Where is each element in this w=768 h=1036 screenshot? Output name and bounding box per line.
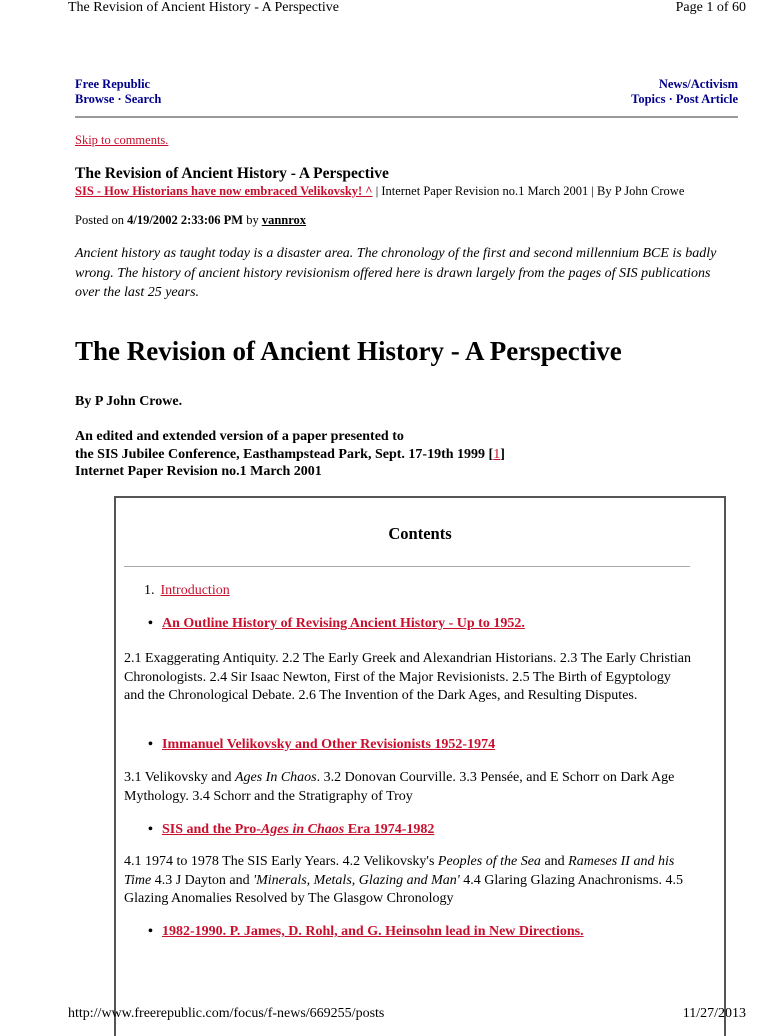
bullet-icon: • (148, 822, 153, 837)
free-republic-link[interactable]: Free Republic (75, 77, 151, 91)
article-edition-note (75, 428, 505, 481)
nav-separator: · (668, 91, 673, 106)
source-link[interactable]: SIS - How Historians have now embraced Velikovsky! ^ (75, 184, 373, 198)
post-title: The Revision of Ancient History - A Perspective (75, 165, 389, 182)
section-2-link[interactable]: An Outline History of Revising Ancient History - Up to 1952. (162, 616, 525, 631)
nav-separator: · (117, 91, 122, 106)
toc-item-introduction (144, 583, 230, 599)
edition-line-2: the SIS Jubilee Conference, Easthampstead Park, Sept. 17-19th 1999 [1] (75, 446, 505, 462)
toc-number: 1. (144, 583, 155, 598)
pdf-footer-url: http://www.freerepublic.com/focus/f-news/669255/posts (68, 1006, 385, 1021)
nav-right (631, 77, 738, 106)
contents-box (114, 496, 726, 1036)
section-3-description: 3.1 Velikovsky and Ages In Chaos. 3.2 Donovan Courville. 3.3 Pensée, and E Schorr on Dark Age Mythology. 3.4 Schorr and the Stratigraphy of Troy (124, 770, 675, 804)
news-activism-link[interactable]: News/Activism (658, 77, 738, 91)
introduction-link[interactable]: Introduction (160, 583, 230, 598)
toc-item-section-3 (148, 737, 495, 753)
posted-by-label: by (243, 213, 262, 227)
posted-date: 4/19/2002 2:33:06 PM (127, 213, 244, 227)
post-article-link[interactable]: Post Article (675, 91, 738, 106)
edition-line-1: An edited and extended version of a paper presented to (75, 429, 404, 444)
toc-item-section-4 (148, 822, 434, 838)
section-4-link[interactable]: SIS and the Pro-Ages in Chaos Era 1974-1982 (162, 822, 435, 837)
edition-line-3: Internet Paper Revision no.1 March 2001 (75, 464, 322, 479)
toc-item-section-5 (148, 924, 584, 940)
section-5-link[interactable]: 1982-1990. P. James, D. Rohl, and G. Heinsohn lead in New Directions. (162, 924, 584, 939)
source-line (75, 184, 684, 199)
post-excerpt: Ancient history as taught today is a disaster area. The chronology of the first and second millennium BCE is badly wrong. The history of ancient history revisionism offered here is drawn largely from the pages of SIS publications over the last 25 years. (75, 246, 717, 300)
bullet-icon: • (148, 616, 153, 631)
pdf-footer-date: 11/27/2013 (682, 1006, 746, 1021)
article-title: The Revision of Ancient History - A Perspective (75, 336, 622, 366)
contents-divider (124, 566, 690, 567)
section-4-description: 4.1 1974 to 1978 The SIS Early Years. 4.2 Velikovsky's Peoples of the Sea and Rameses II and his Time 4.3 J Dayton and 'Minerals, Metals, Glazing and Man' 4.4 Glaring Glazing Anachronisms. 4.5 Glazing Anomalies Resolved by The Glasgow Chronology (124, 854, 683, 906)
topics-link[interactable]: Topics (631, 91, 666, 106)
posted-on-label: Posted on (75, 213, 128, 227)
posted-user-link[interactable]: vannrox (261, 213, 307, 227)
bullet-icon: • (148, 924, 153, 939)
nav-divider (75, 116, 738, 118)
footnote-1-link[interactable]: 1 (493, 446, 501, 462)
skip-to-comments-link[interactable]: Skip to comments. (75, 133, 169, 147)
article-byline: By P John Crowe. (75, 394, 183, 409)
pdf-header-title: The Revision of Ancient History - A Perspective (68, 0, 340, 15)
browse-link[interactable]: Browse (75, 91, 115, 106)
contents-title: Contents (388, 524, 452, 543)
posted-info (75, 213, 306, 228)
pdf-page-number: Page 1 of 60 (675, 0, 746, 15)
bullet-icon: • (148, 737, 153, 752)
source-details: | Internet Paper Revision no.1 March 2001 | By P John Crowe (372, 184, 685, 198)
toc-item-section-2 (148, 616, 525, 632)
section-2-description: 2.1 Exaggerating Antiquity. 2.2 The Early Greek and Alexandrian Historians. 2.3 The Early Christian Chronologists. 2.4 Sir Isaac Newton, First of the Major Revisionists. 2.5 The Birth of Egyptology and the Chronological Debate. 2.6 The Invention of the Dark Ages, and Resulting Disputes. (124, 651, 691, 703)
search-link[interactable]: Search (124, 91, 162, 106)
section-3-link[interactable]: Immanuel Velikovsky and Other Revisionists 1952-1974 (162, 737, 496, 752)
nav-left (75, 77, 161, 106)
